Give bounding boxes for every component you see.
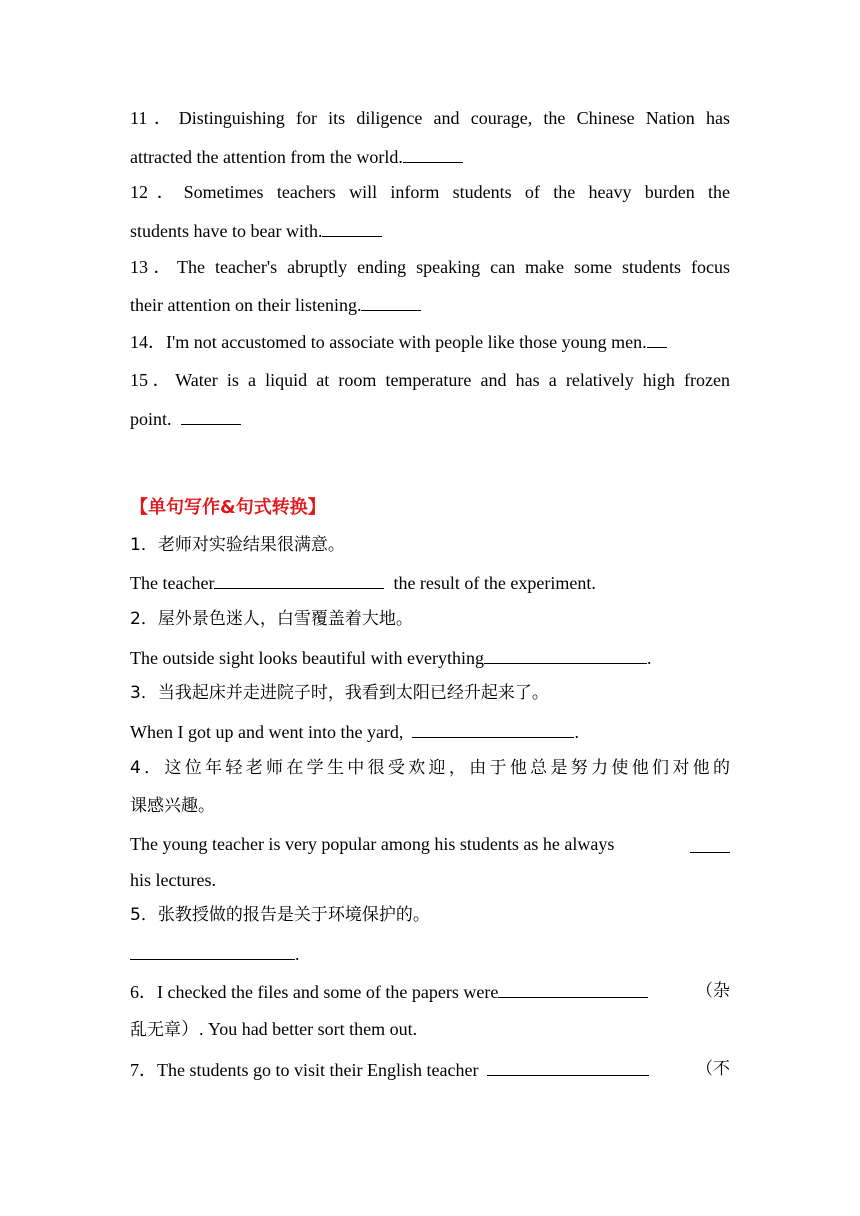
writing-3-chinese: 3．当我起床并走进院子时，我看到太阳已经升起来了。 — [130, 683, 549, 703]
question-13-line2 — [130, 292, 730, 317]
writing-4-english-line1 — [130, 832, 730, 856]
question-14-line1 — [130, 329, 730, 354]
writing-1-prefix: The teacher — [130, 573, 215, 593]
answer-blank-15[interactable] — [181, 406, 241, 425]
answer-blank-12[interactable] — [322, 218, 382, 237]
question-14-text: 14．I'm not accustomed to associate with people like those young men. — [130, 332, 647, 352]
writing-blank-4[interactable] — [690, 834, 730, 853]
writing-7-prefix: 7．The students go to visit their English teacher — [130, 1060, 479, 1080]
question-11-line1: 11．Distinguishing for its diligence and courage, the Chinese Nation has — [130, 108, 730, 128]
question-12-text: students have to bear with. — [130, 221, 323, 241]
writing-2-suffix: . — [646, 648, 652, 668]
section-heading: 【单句写作&句式转换】 — [130, 497, 326, 518]
writing-6-line2 — [130, 1017, 730, 1042]
answer-blank-13[interactable] — [361, 292, 421, 311]
writing-5-chinese: 5．张教授做的报告是关于环境保护的。 — [130, 905, 430, 925]
writing-4-chinese-line1: 4．这位年轻老师在学生中很受欢迎，由于他总是努力使他们对他的 — [130, 758, 730, 778]
writing-2-english — [130, 645, 730, 670]
question-12-line2 — [130, 218, 730, 243]
writing-blank-5[interactable] — [130, 941, 295, 960]
question-11-text: attracted the attention from the world. — [130, 147, 403, 167]
writing-3-suffix: . — [574, 722, 579, 742]
writing-blank-3[interactable] — [412, 719, 574, 738]
writing-blank-7[interactable] — [487, 1057, 649, 1076]
question-15-text: point. — [130, 409, 172, 429]
question-11-line2 — [130, 144, 730, 169]
writing-6-hint-cont: 乱无章 — [130, 1020, 181, 1040]
question-12-line1: 12．Sometimes teachers will inform students of the heavy burden the — [130, 182, 730, 202]
writing-4-prefix: The young teacher is very popular among his students as he always — [130, 834, 615, 854]
writing-6-prefix: 6．I checked the files and some of the papers were — [130, 982, 499, 1002]
writing-1-suffix: the result of the experiment. — [393, 573, 596, 593]
writing-6-line1 — [130, 979, 730, 1004]
question-15-line1: 15．Water is a liquid at room temperature and has a relatively high frozen — [130, 370, 730, 390]
writing-4-english-line2: his lectures. — [130, 870, 216, 890]
question-13-line1: 13．The teacher's abruptly ending speaking can make some students focus — [130, 257, 730, 277]
question-15-line2 — [130, 406, 730, 431]
writing-blank-6[interactable] — [498, 979, 648, 998]
answer-blank-11[interactable] — [403, 144, 463, 163]
writing-5-suffix: . — [295, 944, 300, 964]
writing-6-suffix: ）. You had better sort them out. — [181, 1019, 418, 1039]
answer-blank-14[interactable] — [647, 329, 667, 348]
writing-5-english — [130, 941, 730, 966]
writing-1-chinese: 1．老师对实验结果很满意。 — [130, 535, 345, 555]
writing-3-prefix: When I got up and went into the yard, — [130, 722, 404, 742]
writing-blank-2[interactable] — [484, 645, 647, 664]
writing-4-chinese-line2: 课感兴趣。 — [130, 796, 215, 816]
writing-1-english — [130, 570, 730, 595]
writing-6-hint-open: （杂 — [696, 981, 730, 1001]
writing-7-line1 — [130, 1057, 730, 1082]
writing-2-chinese: 2．屋外景色迷人，白雪覆盖着大地。 — [130, 609, 413, 629]
writing-7-hint-open: （不 — [696, 1059, 730, 1079]
writing-2-prefix: The outside sight looks beautiful with everything — [130, 648, 484, 668]
writing-3-english — [130, 719, 730, 744]
question-13-text: their attention on their listening. — [130, 295, 362, 315]
writing-blank-1[interactable] — [214, 570, 384, 589]
